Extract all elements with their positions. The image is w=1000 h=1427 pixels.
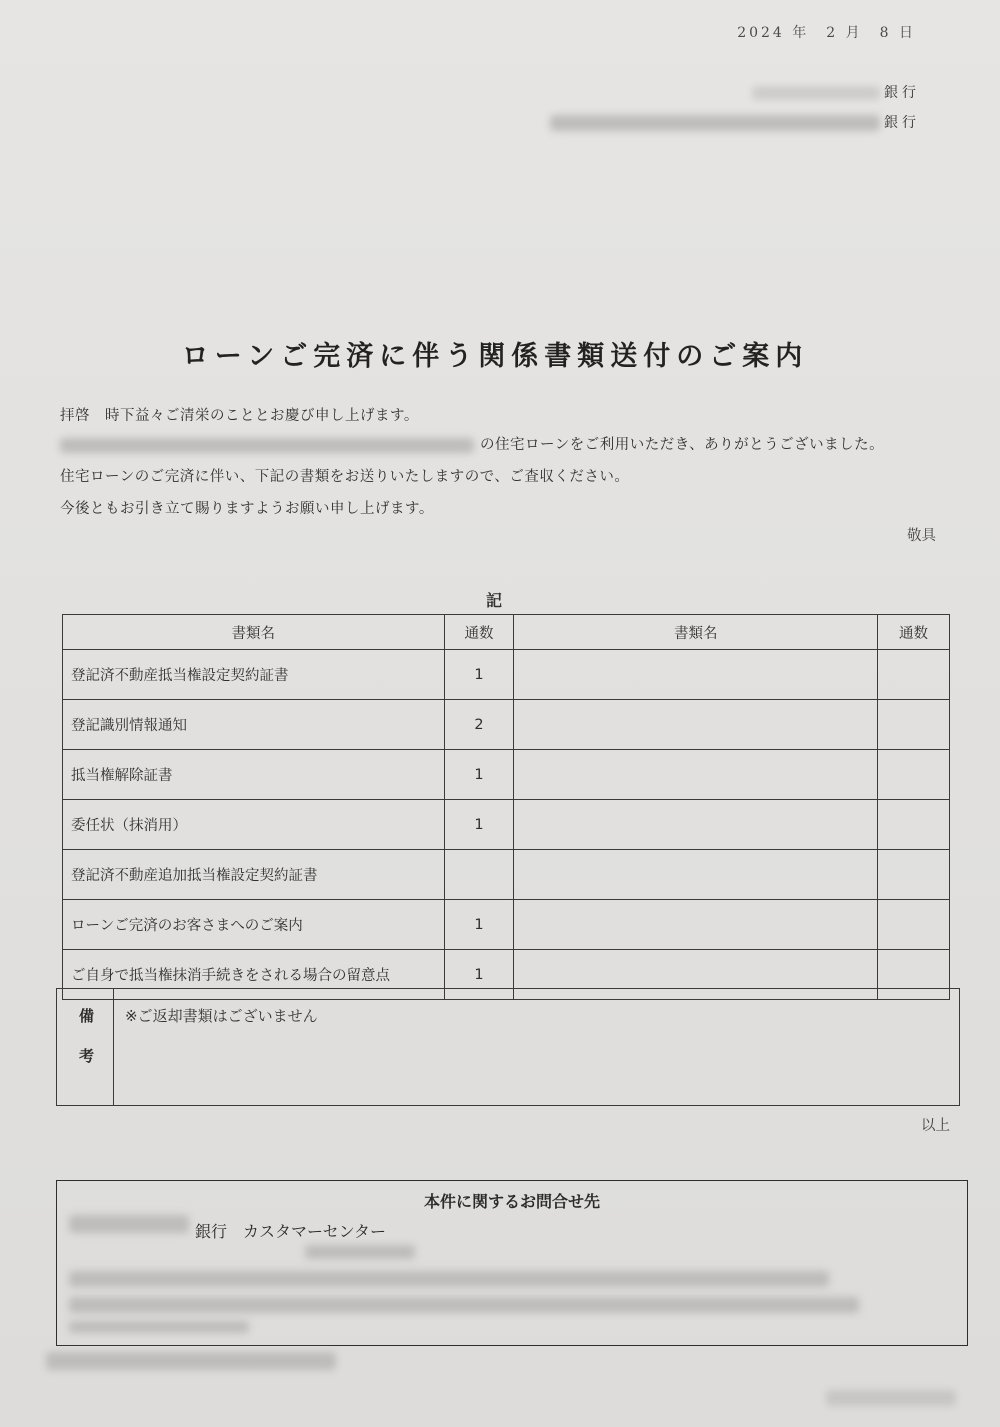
- redacted-area: [69, 1215, 189, 1233]
- header-count: 通数: [444, 615, 514, 650]
- redacted-area: [46, 1352, 336, 1370]
- remarks-label: [57, 989, 114, 1105]
- redacted-area: [69, 1321, 249, 1333]
- empty-cell: [514, 850, 878, 900]
- document-name: 登記済不動産抵当権設定契約証書: [63, 650, 445, 700]
- document-count: 1: [444, 650, 514, 700]
- empty-cell: [878, 900, 950, 950]
- empty-cell: [878, 750, 950, 800]
- thanks-text: の住宅ローンをご利用いただき、ありがとうございました。: [480, 437, 885, 453]
- table-header-row: [63, 615, 950, 650]
- ki-heading: 記: [486, 591, 503, 610]
- ijo-end-mark: 以上: [921, 1118, 950, 1134]
- redacted-area: [305, 1245, 415, 1259]
- header-count-2: 通数: [878, 615, 950, 650]
- document-count: 2: [444, 700, 514, 750]
- document-name: 登記済不動産追加抵当権設定契約証書: [63, 850, 445, 900]
- table-row: [63, 650, 950, 700]
- header-document-name-2: 書類名: [514, 615, 878, 650]
- redacted-area: [69, 1297, 859, 1313]
- empty-cell: [514, 650, 878, 700]
- table-row: [63, 800, 950, 850]
- document-count: 1: [444, 950, 514, 1000]
- letter-date: 2024 年 2 月 8 日: [737, 25, 916, 41]
- bank-suffix: 銀行: [884, 115, 920, 131]
- table-row: [63, 750, 950, 800]
- redacted-area: [69, 1271, 829, 1287]
- remarks-note: ※ご返却書類はございません: [125, 1007, 318, 1025]
- table-row: [63, 900, 950, 950]
- greeting-line: 拝啓 時下益々ご清栄のこととお慶び申し上げます。: [60, 408, 419, 424]
- table-row: [63, 850, 950, 900]
- empty-cell: [878, 800, 950, 850]
- sender-bank-line-1: [752, 82, 920, 102]
- document-count: 1: [444, 800, 514, 850]
- document-count: 1: [444, 750, 514, 800]
- document-count: 1: [444, 900, 514, 950]
- remarks-label-bottom: 考: [79, 1047, 95, 1065]
- regards-line: 今後ともお引き立て賜りますようお願い申し上げます。: [60, 501, 434, 517]
- contact-heading: 本件に関するお問合せ先: [423, 1192, 600, 1211]
- redacted-area: [826, 1390, 956, 1406]
- table-row: [63, 700, 950, 750]
- remarks-label-top: 備: [79, 1007, 95, 1025]
- empty-cell: [878, 700, 950, 750]
- sender-bank-line-2: [550, 112, 920, 132]
- contact-center-name: 銀行 カスタマーセンター: [195, 1222, 387, 1241]
- document-name: ご自身で抵当権抹消手続きをされる場合の留意点: [63, 950, 445, 1000]
- contact-box: [56, 1180, 968, 1346]
- closing-keigu: 敬具: [907, 528, 936, 544]
- document-name: 委任状（抹消用）: [63, 800, 445, 850]
- empty-cell: [514, 900, 878, 950]
- document-name: 抵当権解除証書: [63, 750, 445, 800]
- redacted-area: [60, 438, 474, 453]
- empty-cell: [514, 800, 878, 850]
- remarks-box: [56, 988, 960, 1106]
- empty-cell: [878, 650, 950, 700]
- empty-cell: [514, 700, 878, 750]
- empty-cell: [878, 850, 950, 900]
- empty-cell: [514, 750, 878, 800]
- redacted-area: [550, 115, 880, 131]
- bank-suffix: 銀行: [884, 85, 920, 101]
- documents-table: [62, 614, 950, 1000]
- thanks-line: [60, 433, 884, 454]
- notice-line: 住宅ローンのご完済に伴い、下記の書類をお送りいたしますので、ご査収ください。: [60, 469, 630, 485]
- document-title: ローンご完済に伴う関係書類送付のご案内: [181, 341, 809, 372]
- header-document-name: 書類名: [63, 615, 445, 650]
- redacted-area: [752, 86, 880, 100]
- document-count: [444, 850, 514, 900]
- document-name: ローンご完済のお客さまへのご案内: [63, 900, 445, 950]
- document-name: 登記識別情報通知: [63, 700, 445, 750]
